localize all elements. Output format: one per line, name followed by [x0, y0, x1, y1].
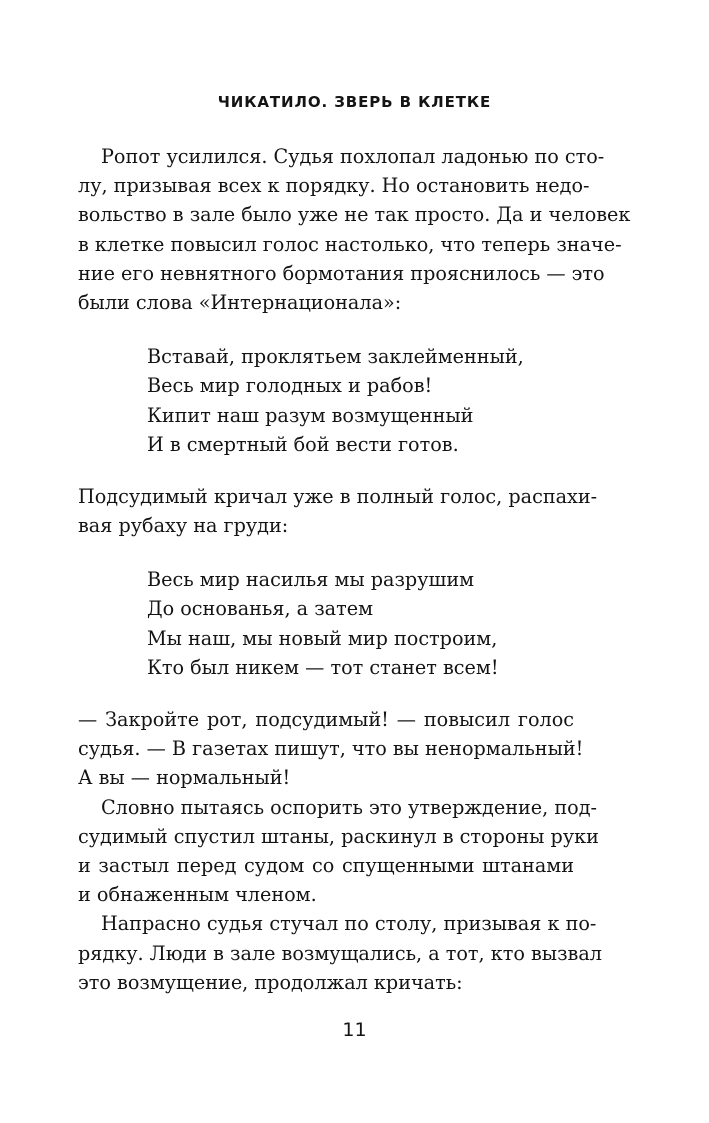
paragraph-1	[78, 142, 631, 317]
paragraph-2	[78, 482, 598, 540]
text-line: Словно пытаясь оспорить это утверждение, под-	[101, 795, 597, 819]
text-line: вольство в зале было уже не так просто. Да и человек	[78, 203, 631, 227]
spacer	[78, 682, 574, 705]
paragraph-4	[78, 793, 599, 910]
text-line: ние его невнятного бормотания прояснилось — это	[78, 261, 605, 285]
spacer	[78, 540, 574, 565]
text-line: — Закройте рот, подсудимый! — повысил голос	[78, 708, 574, 731]
text-line: Напрасно судья стучал по столу, призывая к по-	[101, 912, 597, 936]
verse-line: Весь мир голодных и рабов!	[147, 374, 433, 398]
verse-line: Весь мир насилья мы разрушим	[147, 568, 475, 592]
spacer	[78, 317, 574, 342]
text-line: рядку. Люди в зале возмущались, а тот, кто вызвал	[78, 941, 602, 965]
text-line: Подсудимый кричал уже в полный голос, распахи-	[78, 484, 598, 508]
paragraph-3	[78, 705, 584, 793]
verse-2	[147, 565, 574, 682]
verse-line: Вставай, проклятьем заклейменный,	[147, 345, 524, 369]
text-line: в клетке повысил голос настолько, что теперь значе-	[78, 232, 622, 256]
text-line: были слова «Интернационала»:	[78, 290, 402, 314]
verse-line: Кто был никем — тот станет всем!	[147, 655, 499, 679]
text-line: Ропот усилился. Судья похлопал ладонью по сто-	[101, 145, 605, 168]
text-line: лу, призывая всех к порядку. Но остановить недо-	[78, 174, 590, 198]
body-text	[78, 142, 631, 997]
text-line: вая рубаху на груди:	[78, 514, 289, 538]
spacer	[78, 459, 574, 482]
verse-line: Мы наш, мы новый мир построим,	[147, 626, 498, 650]
verse-1	[147, 342, 574, 459]
verse-line: И в смертный бой вести готов.	[147, 432, 459, 456]
paragraph-5	[78, 909, 602, 997]
text-line: и обнаженным членом.	[78, 883, 317, 907]
page-number: 11	[342, 1019, 367, 1041]
text-line: и застыл перед судом со спущенными штанами	[78, 853, 574, 877]
verse-line: До основанья, а затем	[147, 597, 374, 621]
text-line: судимый спустил штаны, раскинул в стороны руки	[78, 824, 599, 848]
text-line: судья. — В газетах пишут, что вы ненормальный!	[78, 737, 584, 761]
text-line: А вы — нормальный!	[78, 766, 291, 790]
running-head: ЧИКАТИЛО. ЗВЕРЬ В КЛЕТКЕ	[217, 93, 492, 111]
text-line: это возмущение, продолжал кричать:	[78, 970, 463, 994]
verse-line: Кипит наш разум возмущенный	[147, 403, 474, 427]
